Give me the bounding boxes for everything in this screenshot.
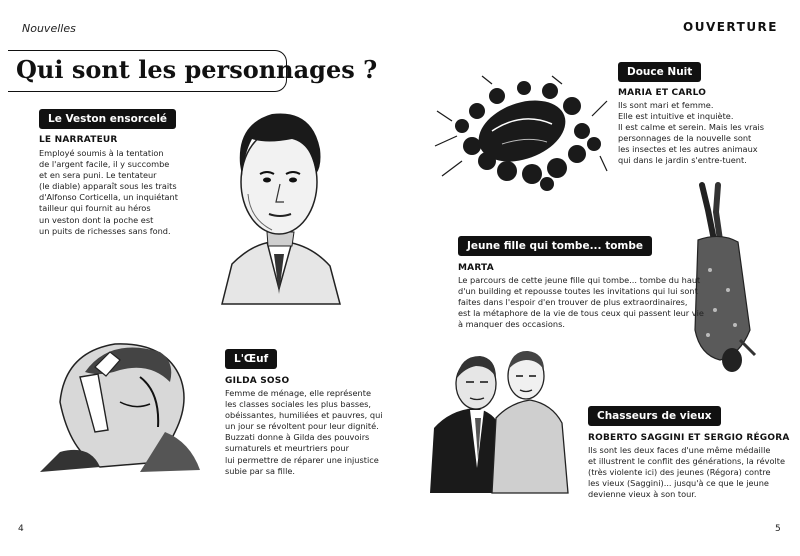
narrator-portrait-illustration	[212, 104, 347, 304]
story-tag-chasseurs-de-vieux: Chasseurs de vieux	[588, 406, 721, 426]
character-description: Ils sont les deux faces d'une même médaille et illustrent le conflit des générations, la révolte (très violente ici) des jeunes (Régora) contre les vieux (Saggini)... jusqu'à ce que le jeune devienne vieux à son tour.	[588, 445, 786, 500]
running-header-chapter: OUVERTURE	[683, 20, 778, 34]
gilda-illustration	[40, 332, 210, 472]
character-description: Le parcours de cette jeune fille qui tombe... tombe du haut d'un building et repousse toutes les invitations qui lui sont faites dans l'espoir d'en trouver de plus extraordinaires, est la métaphore de la vie de tous ceux qui passent leur vie à manquer des occasions.	[458, 275, 704, 330]
story-tag-douce-nuit: Douce Nuit	[618, 62, 701, 82]
story-tag-l-oeuf: L'Œuf	[225, 349, 277, 369]
story-tag-jeune-fille-qui-tombe: Jeune fille qui tombe... tombe	[458, 236, 652, 256]
page-title: Qui sont les personnages ?	[16, 55, 378, 84]
character-description: Femme de ménage, elle représente les classes sociales les plus basses, obéissantes, humiliées et pauvres, qui un jour se révoltent pour leur dignité. Buzzati donne à Gilda des pouvoirs surnaturels et meurtriers pour lui permettre de réparer une injustice subie par sa fille.	[225, 388, 383, 476]
character-name: LE NARRATEUR	[39, 135, 118, 145]
story-tag-le-veston-ensorcele: Le Veston ensorcelé	[39, 109, 176, 129]
insects-illustration	[432, 76, 607, 196]
running-header-section: Nouvelles	[22, 22, 76, 35]
character-name: ROBERTO SAGGINI ET SERGIO RÉGORA	[588, 433, 790, 443]
character-name: MARIA ET CARLO	[618, 88, 707, 98]
character-name: MARTA	[458, 263, 494, 273]
hunters-illustration	[430, 348, 570, 493]
character-description: Ils sont mari et femme. Elle est intuitive et inquiète. Il est calme et serein. Mais les vrais personnages de la nouvelle sont les insectes et les autres animaux qui dans le jardin s'entre-tuent.	[618, 100, 765, 166]
character-name: GILDA SOSO	[225, 376, 290, 386]
character-description: Employé soumis à la tentation de l'argent facile, il y succombe et en sera puni. Le tentateur (le diable) apparaît sous les traits d'Alfonso Corticella, un inquiétant tailleur qui fournit au héros un veston dont la poche est un puits de richesses sans fond.	[39, 148, 178, 236]
page-number-left: 4	[18, 524, 24, 534]
page-number-right: 5	[775, 524, 781, 534]
